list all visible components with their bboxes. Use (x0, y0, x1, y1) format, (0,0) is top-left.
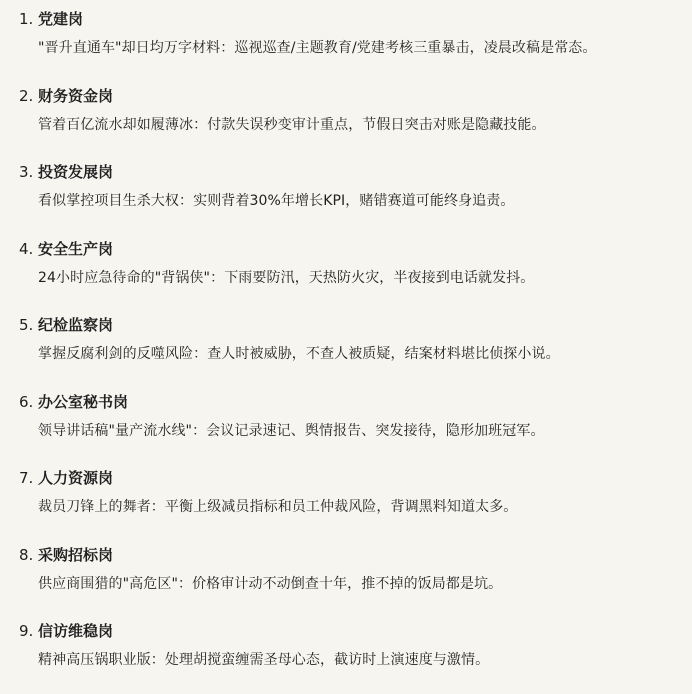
list-item (0, 464, 692, 541)
item-description: 24小时应急待命的"背锅侠"：下雨要防汛，天热防火灾，半夜接到电话就发抖。 (38, 269, 535, 286)
item-description: 供应商围猎的"高危区"：价格审计动不动倒查十年，推不掉的饭局都是坑。 (38, 575, 503, 592)
item-description: 领导讲话稿"量产流水线"：会议记录速记、舆情报告、突发接待，隐形加班冠军。 (38, 422, 545, 439)
item-number: 2. (19, 86, 34, 105)
item-heading (19, 543, 113, 567)
item-title: 安全生产岗 (38, 239, 114, 258)
list-item (0, 5, 692, 82)
item-heading (19, 390, 128, 414)
item-title: 纪检监察岗 (38, 316, 114, 334)
list-item (0, 388, 692, 465)
item-heading (19, 160, 113, 184)
list-item (0, 541, 692, 618)
item-heading (19, 466, 113, 490)
item-heading (19, 619, 113, 643)
item-description: 管着百亿流水却如履薄冰：付款失误秒变审计重点，节假日突击对账是隐藏技能。 (38, 116, 546, 133)
list-item (0, 82, 692, 159)
item-description: "晋升直通车"却日均万字材料：巡视巡查/主题教育/党建考核三重暴击，凌晨改稿是常态。 (38, 40, 597, 56)
item-number: 4. (19, 239, 34, 258)
list-item (0, 617, 692, 694)
item-number: 6. (19, 392, 34, 411)
item-title: 投资发展岗 (38, 163, 114, 181)
list-item (0, 311, 692, 388)
item-number: 1. (19, 10, 34, 28)
item-heading (19, 313, 113, 337)
item-number: 3. (19, 163, 34, 181)
item-number: 8. (19, 545, 34, 564)
list-item (0, 235, 692, 312)
item-title: 党建岗 (38, 10, 84, 28)
item-number: 7. (19, 469, 34, 487)
item-number: 9. (19, 622, 34, 640)
item-description: 掌握反腐利剑的反噬风险：查人时被威胁，不查人被质疑，结案材料堪比侦探小说。 (38, 346, 560, 362)
item-title: 人力资源岗 (38, 469, 114, 487)
item-heading (19, 237, 113, 261)
item-description: 精神高压锅职业版：处理胡搅蛮缠需圣母心态，截访时上演速度与激情。 (38, 652, 490, 668)
item-description: 裁员刀锋上的舞者：平衡上级减员指标和员工仲裁风险，背调黑料知道太多。 (38, 499, 518, 515)
item-title: 办公室秘书岗 (38, 392, 129, 411)
item-title: 采购招标岗 (38, 545, 114, 564)
item-description: 看似掌控项目生杀大权：实则背着30%年增长KPI，赌错赛道可能终身追责。 (38, 193, 515, 209)
item-heading (19, 84, 113, 108)
item-number: 5. (19, 316, 34, 334)
item-heading (19, 7, 83, 31)
list-item (0, 158, 692, 235)
item-title: 信访维稳岗 (38, 622, 114, 640)
item-title: 财务资金岗 (38, 86, 114, 105)
